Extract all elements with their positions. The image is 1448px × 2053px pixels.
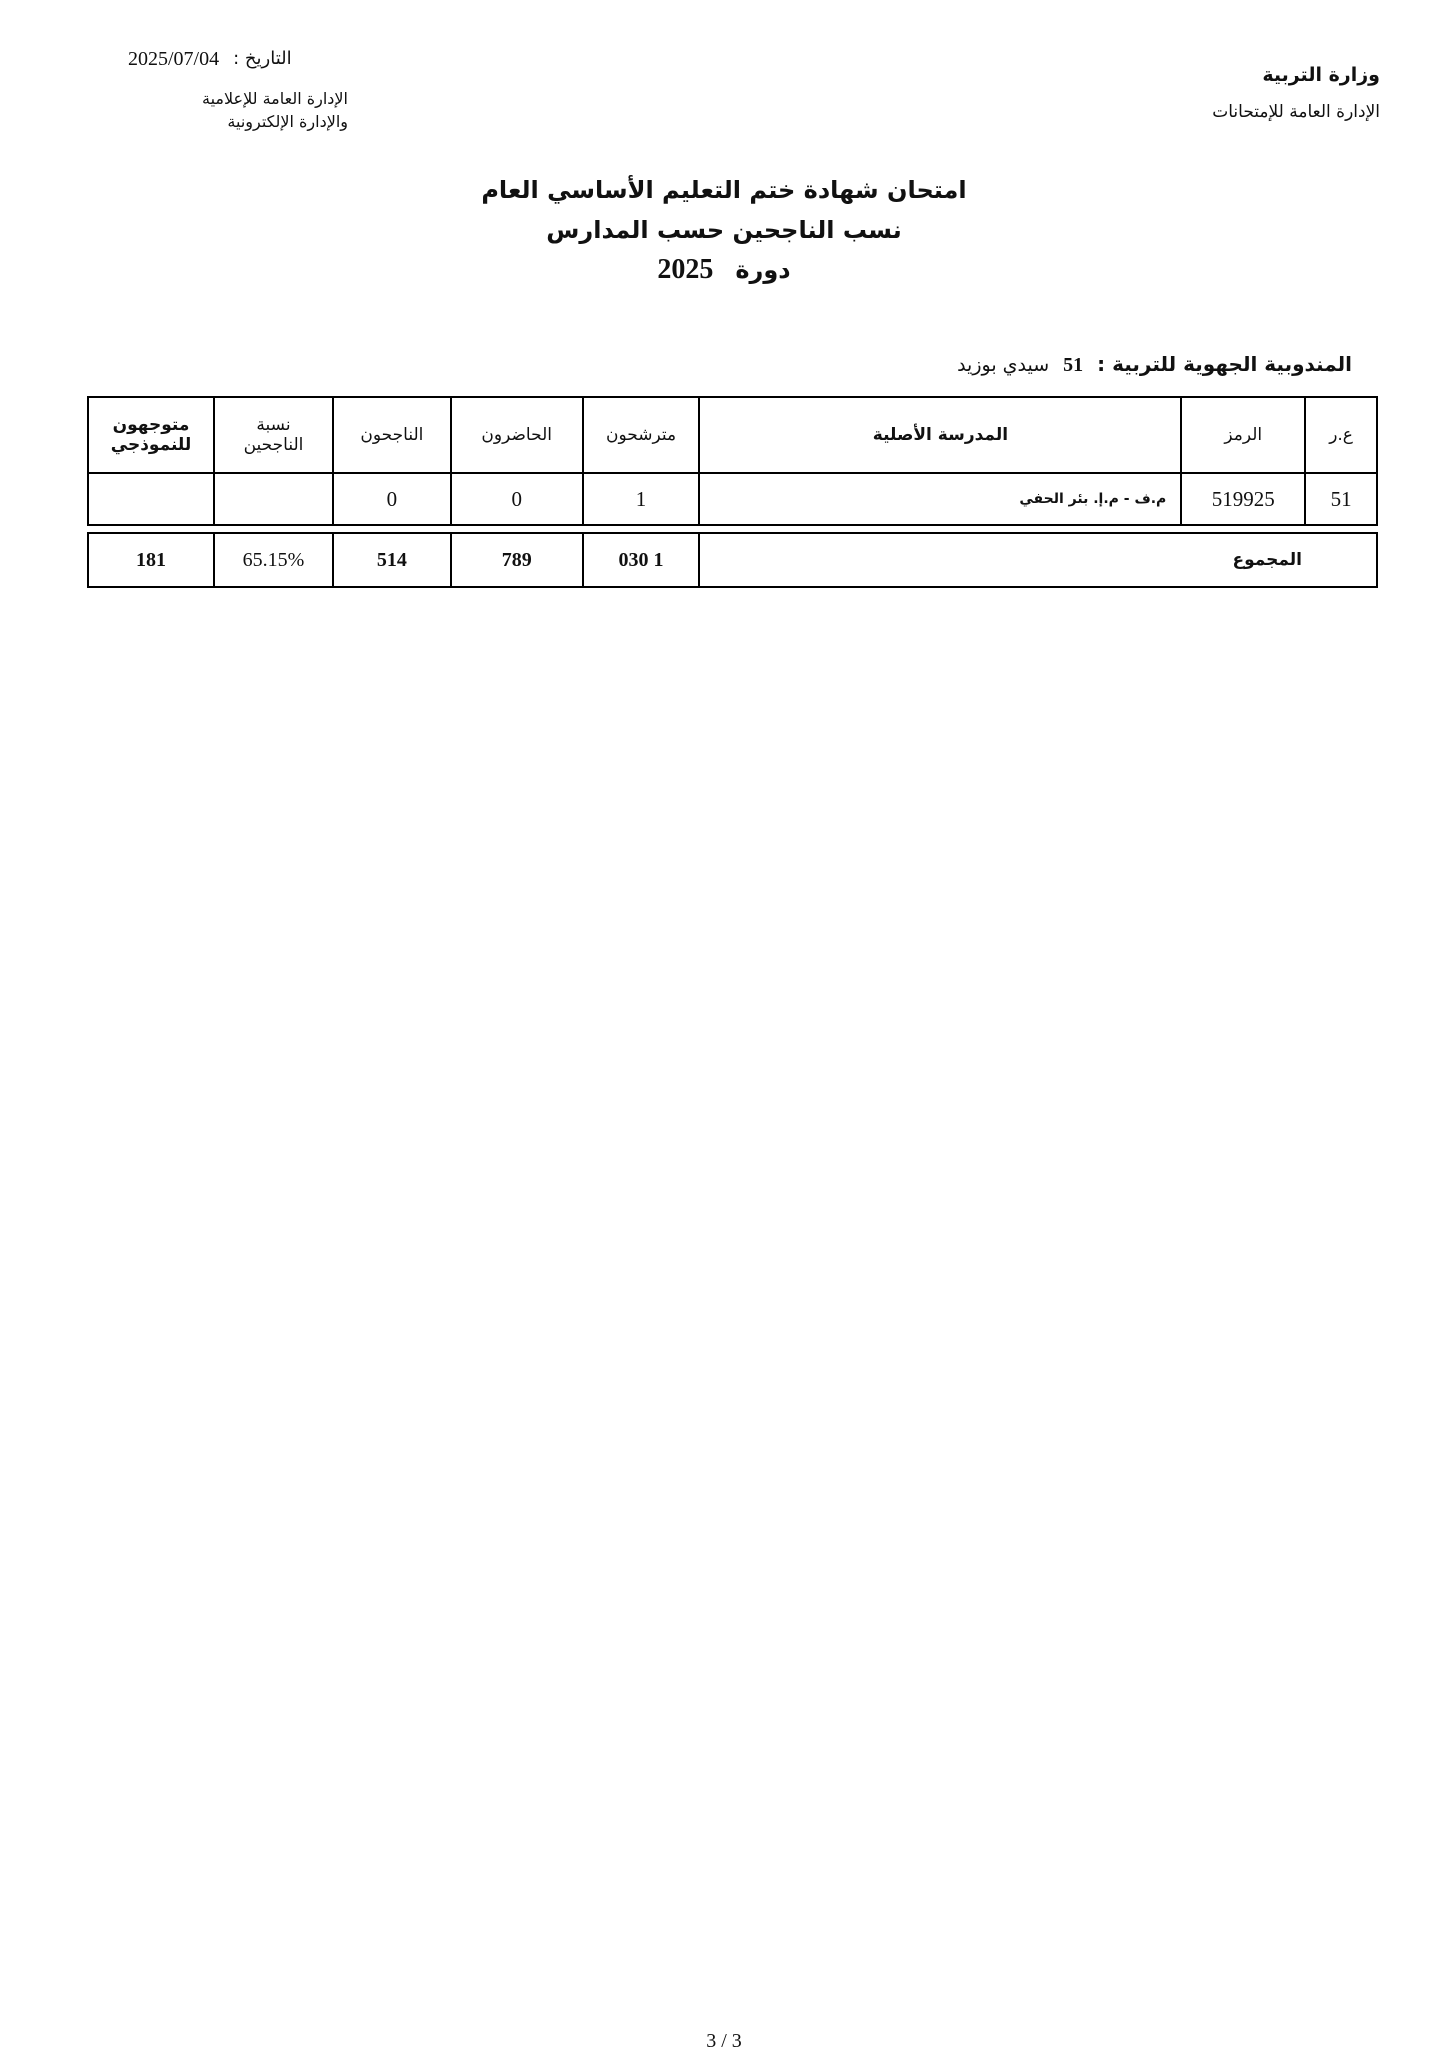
- cell-present: 0: [451, 473, 583, 525]
- cell-code: 519925: [1181, 473, 1305, 525]
- col-seq-header: ع.ر: [1305, 397, 1377, 473]
- issuer-line-1: الإدارة العامة للإعلامية: [202, 89, 348, 108]
- total-passed: 514: [333, 533, 451, 587]
- col-oriented-header: متوجهون للنموذجي: [88, 397, 214, 473]
- total-label: المجموع: [699, 533, 1377, 587]
- region-label: المندوبية الجهوية للتربية :: [1097, 352, 1352, 376]
- cell-school: م.ف - م.إ. بئر الحفي: [699, 473, 1181, 525]
- cell-passed: 0: [333, 473, 451, 525]
- col-present-header: الحاضرون: [451, 397, 583, 473]
- region-code: 51: [1063, 354, 1084, 376]
- total-candidates: 1 030: [583, 533, 700, 587]
- table-row: [88, 473, 1377, 525]
- total-oriented: 181: [88, 533, 214, 587]
- col-pass-rate-header: نسبة الناجحين: [214, 397, 333, 473]
- table-total-row: [88, 533, 1377, 587]
- col-code-header: الرمز: [1181, 397, 1305, 473]
- ministry-name: وزارة التربية: [1262, 64, 1380, 86]
- date-value: 2025/07/04: [128, 48, 220, 70]
- table-spacer: [88, 525, 1377, 533]
- results-table: [87, 396, 1378, 588]
- session-year: 2025: [657, 254, 714, 285]
- region-name: سيدي بوزيد: [957, 354, 1050, 376]
- document-titles: [0, 170, 1448, 290]
- col-school-header: المدرسة الأصلية: [699, 397, 1181, 473]
- col-candidates-header: مترشحون: [583, 397, 700, 473]
- session-word: دورة: [735, 256, 791, 284]
- page-number: 3 / 3: [706, 2030, 742, 2052]
- cell-pass-rate: [214, 473, 333, 525]
- directorate-name: الإدارة العامة للإمتحانات: [1212, 102, 1380, 122]
- title-report: نسب الناجحين حسب المدارس: [546, 216, 902, 244]
- cell-candidates: 1: [583, 473, 700, 525]
- col-passed-header: الناجحون: [333, 397, 451, 473]
- cell-seq: 51: [1305, 473, 1377, 525]
- date-label: التاريخ :: [233, 48, 292, 69]
- total-present: 789: [451, 533, 583, 587]
- header-date-block: [128, 48, 348, 131]
- cell-oriented: [88, 473, 214, 525]
- header-ministry-block: [1212, 64, 1380, 122]
- issuer-line-2: والإدارة الإلكترونية: [227, 112, 348, 131]
- total-pass-rate: 65.15%: [214, 533, 333, 587]
- spacer-cell: [88, 525, 1377, 533]
- region-line: [957, 352, 1352, 377]
- title-exam: امتحان شهادة ختم التعليم الأساسي العام: [481, 176, 967, 204]
- title-session: [0, 250, 1448, 290]
- table-header-row: [88, 397, 1377, 473]
